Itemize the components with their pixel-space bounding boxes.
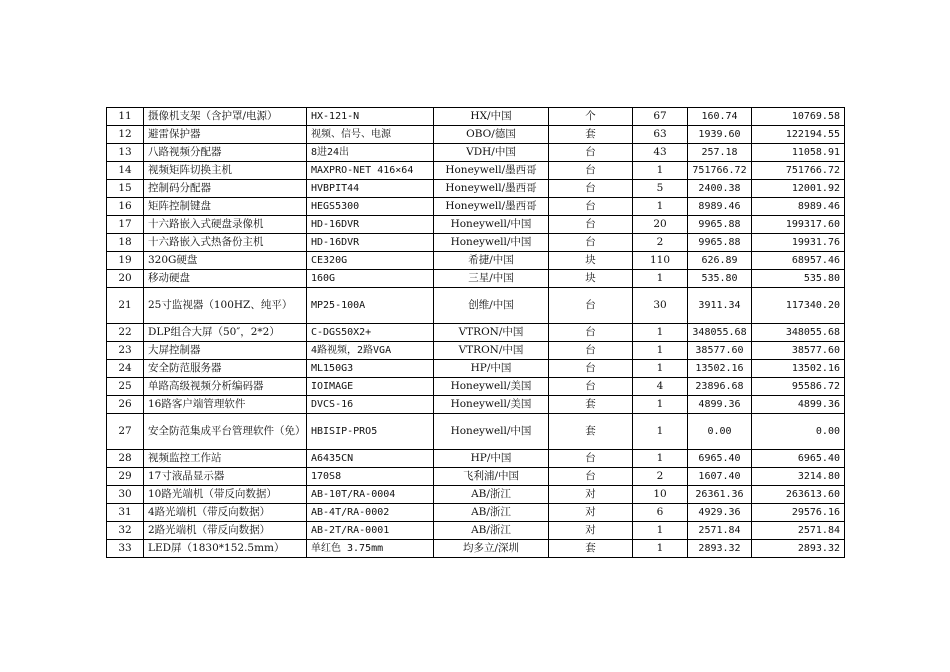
cell-unit-price: 13502.16 — [688, 360, 752, 378]
table-row — [107, 288, 845, 324]
cell-unit-price: 160.74 — [688, 108, 752, 126]
cell-quantity: 30 — [633, 288, 688, 324]
cell-unit: 套 — [549, 414, 633, 450]
cell-brand-origin: Honeywell/中国 — [434, 234, 549, 252]
cell-brand-origin: OBO/德国 — [434, 126, 549, 144]
cell-brand-origin: Honeywell/墨西哥 — [434, 180, 549, 198]
cell-total-price: 3214.80 — [752, 468, 845, 486]
cell-unit-price: 1939.60 — [688, 126, 752, 144]
cell-brand-origin: Honeywell/中国 — [434, 414, 549, 450]
cell-model: AB-2T/RA-0001 — [307, 522, 434, 540]
table-row — [107, 216, 845, 234]
cell-unit: 台 — [549, 450, 633, 468]
cell-unit: 套 — [549, 396, 633, 414]
table-row — [107, 396, 845, 414]
cell-model: ML150G3 — [307, 360, 434, 378]
cell-model: MP25-100A — [307, 288, 434, 324]
table-row — [107, 540, 845, 558]
cell-brand-origin: Honeywell/墨西哥 — [434, 162, 549, 180]
cell-unit: 台 — [549, 360, 633, 378]
cell-model: 视频、信号、电源 — [307, 126, 434, 144]
cell-brand-origin: AB/浙江 — [434, 486, 549, 504]
cell-item-name: LED屏（1830*152.5mm） — [144, 540, 307, 558]
cell-item-name: 安全防范集成平台管理软件（免） — [144, 414, 307, 450]
cell-index: 23 — [107, 342, 144, 360]
cell-unit-price: 348055.68 — [688, 324, 752, 342]
cell-index: 12 — [107, 126, 144, 144]
cell-total-price: 263613.60 — [752, 486, 845, 504]
cell-index: 14 — [107, 162, 144, 180]
cell-unit-price: 2400.38 — [688, 180, 752, 198]
cell-brand-origin: HP/中国 — [434, 360, 549, 378]
table-row — [107, 468, 845, 486]
cell-index: 30 — [107, 486, 144, 504]
cell-index: 33 — [107, 540, 144, 558]
cell-model: HD-16DVR — [307, 234, 434, 252]
cell-unit: 台 — [549, 162, 633, 180]
cell-index: 15 — [107, 180, 144, 198]
table-row — [107, 414, 845, 450]
cell-index: 21 — [107, 288, 144, 324]
cell-unit-price: 2893.32 — [688, 540, 752, 558]
cell-total-price: 68957.46 — [752, 252, 845, 270]
cell-quantity: 67 — [633, 108, 688, 126]
cell-unit: 对 — [549, 522, 633, 540]
cell-total-price: 38577.60 — [752, 342, 845, 360]
cell-quantity: 1 — [633, 342, 688, 360]
cell-unit: 对 — [549, 486, 633, 504]
cell-quantity: 1 — [633, 540, 688, 558]
cell-unit-price: 626.89 — [688, 252, 752, 270]
table-row — [107, 234, 845, 252]
cell-total-price: 4899.36 — [752, 396, 845, 414]
table-row — [107, 270, 845, 288]
cell-quantity: 1 — [633, 414, 688, 450]
cell-brand-origin: 均多立/深圳 — [434, 540, 549, 558]
cell-item-name: 八路视频分配器 — [144, 144, 307, 162]
cell-item-name: 25寸监视器（100HZ、纯平） — [144, 288, 307, 324]
cell-quantity: 1 — [633, 450, 688, 468]
cell-model: AB-4T/RA-0002 — [307, 504, 434, 522]
cell-brand-origin: Honeywell/中国 — [434, 216, 549, 234]
cell-item-name: 17寸液晶显示器 — [144, 468, 307, 486]
cell-total-price: 13502.16 — [752, 360, 845, 378]
table-row — [107, 360, 845, 378]
cell-brand-origin: VTRON/中国 — [434, 324, 549, 342]
cell-model: AB-10T/RA-0004 — [307, 486, 434, 504]
cell-quantity: 6 — [633, 504, 688, 522]
cell-unit-price: 38577.60 — [688, 342, 752, 360]
cell-unit-price: 257.18 — [688, 144, 752, 162]
cell-unit-price: 3911.34 — [688, 288, 752, 324]
cell-quantity: 1 — [633, 396, 688, 414]
cell-total-price: 11058.91 — [752, 144, 845, 162]
cell-unit: 块 — [549, 270, 633, 288]
cell-unit-price: 4929.36 — [688, 504, 752, 522]
cell-model: A6435CN — [307, 450, 434, 468]
cell-model: MAXPRO-NET 416×64 — [307, 162, 434, 180]
cell-model: C-DGS50X2+ — [307, 324, 434, 342]
cell-quantity: 1 — [633, 270, 688, 288]
cell-quantity: 1 — [633, 522, 688, 540]
cell-quantity: 1 — [633, 360, 688, 378]
cell-total-price: 10769.58 — [752, 108, 845, 126]
cell-unit: 台 — [549, 144, 633, 162]
cell-brand-origin: Honeywell/墨西哥 — [434, 198, 549, 216]
cell-model: HD-16DVR — [307, 216, 434, 234]
cell-quantity: 1 — [633, 324, 688, 342]
cell-item-name: 4路光端机（带反向数据） — [144, 504, 307, 522]
cell-item-name: 视频监控工作站 — [144, 450, 307, 468]
cell-index: 11 — [107, 108, 144, 126]
cell-total-price: 535.80 — [752, 270, 845, 288]
cell-brand-origin: VDH/中国 — [434, 144, 549, 162]
cell-model: 170S8 — [307, 468, 434, 486]
table-body — [107, 108, 845, 558]
cell-unit-price: 1607.40 — [688, 468, 752, 486]
cell-index: 22 — [107, 324, 144, 342]
cell-item-name: 视频矩阵切换主机 — [144, 162, 307, 180]
cell-unit-price: 6965.40 — [688, 450, 752, 468]
cell-model: HBISIP-PRO5 — [307, 414, 434, 450]
cell-item-name: 十六路嵌入式热备份主机 — [144, 234, 307, 252]
cell-total-price: 19931.76 — [752, 234, 845, 252]
cell-brand-origin: VTRON/中国 — [434, 342, 549, 360]
cell-model: HEGS5300 — [307, 198, 434, 216]
cell-unit: 台 — [549, 342, 633, 360]
cell-index: 24 — [107, 360, 144, 378]
cell-unit-price: 9965.88 — [688, 216, 752, 234]
cell-unit: 台 — [549, 216, 633, 234]
cell-total-price: 117340.20 — [752, 288, 845, 324]
table-row — [107, 198, 845, 216]
cell-model: 4路视频，2路VGA — [307, 342, 434, 360]
cell-quantity: 43 — [633, 144, 688, 162]
cell-unit-price: 8989.46 — [688, 198, 752, 216]
cell-quantity: 10 — [633, 486, 688, 504]
cell-unit: 台 — [549, 180, 633, 198]
cell-brand-origin: AB/浙江 — [434, 504, 549, 522]
cell-index: 31 — [107, 504, 144, 522]
cell-brand-origin: Honeywell/美国 — [434, 378, 549, 396]
cell-quantity: 63 — [633, 126, 688, 144]
cell-unit: 台 — [549, 468, 633, 486]
cell-quantity: 2 — [633, 468, 688, 486]
table-row — [107, 504, 845, 522]
cell-unit-price: 751766.72 — [688, 162, 752, 180]
cell-quantity: 110 — [633, 252, 688, 270]
cell-quantity: 5 — [633, 180, 688, 198]
cell-unit: 对 — [549, 504, 633, 522]
cell-index: 13 — [107, 144, 144, 162]
cell-unit: 块 — [549, 252, 633, 270]
cell-item-name: 控制码分配器 — [144, 180, 307, 198]
cell-unit: 套 — [549, 126, 633, 144]
cell-brand-origin: HP/中国 — [434, 450, 549, 468]
cell-total-price: 95586.72 — [752, 378, 845, 396]
cell-brand-origin: 希捷/中国 — [434, 252, 549, 270]
cell-quantity: 4 — [633, 378, 688, 396]
cell-item-name: 10路光端机（带反向数据） — [144, 486, 307, 504]
table-row — [107, 126, 845, 144]
cell-quantity: 1 — [633, 198, 688, 216]
cell-index: 18 — [107, 234, 144, 252]
cell-model: HX-121-N — [307, 108, 434, 126]
cell-index: 19 — [107, 252, 144, 270]
cell-index: 29 — [107, 468, 144, 486]
cell-total-price: 0.00 — [752, 414, 845, 450]
cell-total-price: 8989.46 — [752, 198, 845, 216]
cell-item-name: DLP组合大屏（50″，2*2） — [144, 324, 307, 342]
cell-total-price: 199317.60 — [752, 216, 845, 234]
cell-unit: 台 — [549, 324, 633, 342]
cell-brand-origin: AB/浙江 — [434, 522, 549, 540]
cell-model: 单红色 3.75mm — [307, 540, 434, 558]
cell-item-name: 大屏控制器 — [144, 342, 307, 360]
cell-unit: 台 — [549, 288, 633, 324]
table-row — [107, 162, 845, 180]
cell-brand-origin: 三星/中国 — [434, 270, 549, 288]
cell-item-name: 16路客户端管理软件 — [144, 396, 307, 414]
cell-unit-price: 2571.84 — [688, 522, 752, 540]
cell-index: 32 — [107, 522, 144, 540]
table-row — [107, 522, 845, 540]
cell-model: HVBPIT44 — [307, 180, 434, 198]
cell-index: 28 — [107, 450, 144, 468]
cell-quantity: 1 — [633, 162, 688, 180]
cell-unit-price: 23896.68 — [688, 378, 752, 396]
table-row — [107, 324, 845, 342]
cell-item-name: 移动硬盘 — [144, 270, 307, 288]
cell-item-name: 避雷保护器 — [144, 126, 307, 144]
cell-quantity: 20 — [633, 216, 688, 234]
cell-brand-origin: 创维/中国 — [434, 288, 549, 324]
cell-item-name: 十六路嵌入式硬盘录像机 — [144, 216, 307, 234]
cell-unit: 台 — [549, 378, 633, 396]
cell-total-price: 2571.84 — [752, 522, 845, 540]
cell-unit-price: 535.80 — [688, 270, 752, 288]
cell-index: 20 — [107, 270, 144, 288]
cell-quantity: 2 — [633, 234, 688, 252]
cell-unit: 个 — [549, 108, 633, 126]
table-row — [107, 486, 845, 504]
cell-model: IOIMAGE — [307, 378, 434, 396]
cell-index: 27 — [107, 414, 144, 450]
cell-total-price: 751766.72 — [752, 162, 845, 180]
cell-total-price: 2893.32 — [752, 540, 845, 558]
cell-item-name: 安全防范服务器 — [144, 360, 307, 378]
cell-unit: 台 — [549, 234, 633, 252]
cell-total-price: 12001.92 — [752, 180, 845, 198]
table-row — [107, 450, 845, 468]
equipment-table — [106, 107, 845, 558]
cell-item-name: 320G硬盘 — [144, 252, 307, 270]
cell-index: 16 — [107, 198, 144, 216]
table-row — [107, 144, 845, 162]
cell-index: 25 — [107, 378, 144, 396]
cell-model: CE320G — [307, 252, 434, 270]
cell-unit-price: 9965.88 — [688, 234, 752, 252]
cell-unit-price: 0.00 — [688, 414, 752, 450]
cell-index: 26 — [107, 396, 144, 414]
cell-unit: 套 — [549, 540, 633, 558]
cell-unit: 台 — [549, 198, 633, 216]
cell-item-name: 摄像机支架（含护罩/电源） — [144, 108, 307, 126]
cell-item-name: 单路高级视频分析编码器 — [144, 378, 307, 396]
cell-item-name: 矩阵控制键盘 — [144, 198, 307, 216]
table-row — [107, 180, 845, 198]
cell-brand-origin: 飞利浦/中国 — [434, 468, 549, 486]
cell-model: DVCS-16 — [307, 396, 434, 414]
cell-total-price: 122194.55 — [752, 126, 845, 144]
cell-model: 8进24出 — [307, 144, 434, 162]
cell-brand-origin: Honeywell/美国 — [434, 396, 549, 414]
table-row — [107, 252, 845, 270]
cell-total-price: 29576.16 — [752, 504, 845, 522]
cell-total-price: 6965.40 — [752, 450, 845, 468]
table-row — [107, 342, 845, 360]
cell-unit-price: 26361.36 — [688, 486, 752, 504]
cell-unit-price: 4899.36 — [688, 396, 752, 414]
cell-item-name: 2路光端机（带反向数据） — [144, 522, 307, 540]
cell-brand-origin: HX/中国 — [434, 108, 549, 126]
cell-total-price: 348055.68 — [752, 324, 845, 342]
table-row — [107, 108, 845, 126]
cell-index: 17 — [107, 216, 144, 234]
table-row — [107, 378, 845, 396]
cell-model: 160G — [307, 270, 434, 288]
